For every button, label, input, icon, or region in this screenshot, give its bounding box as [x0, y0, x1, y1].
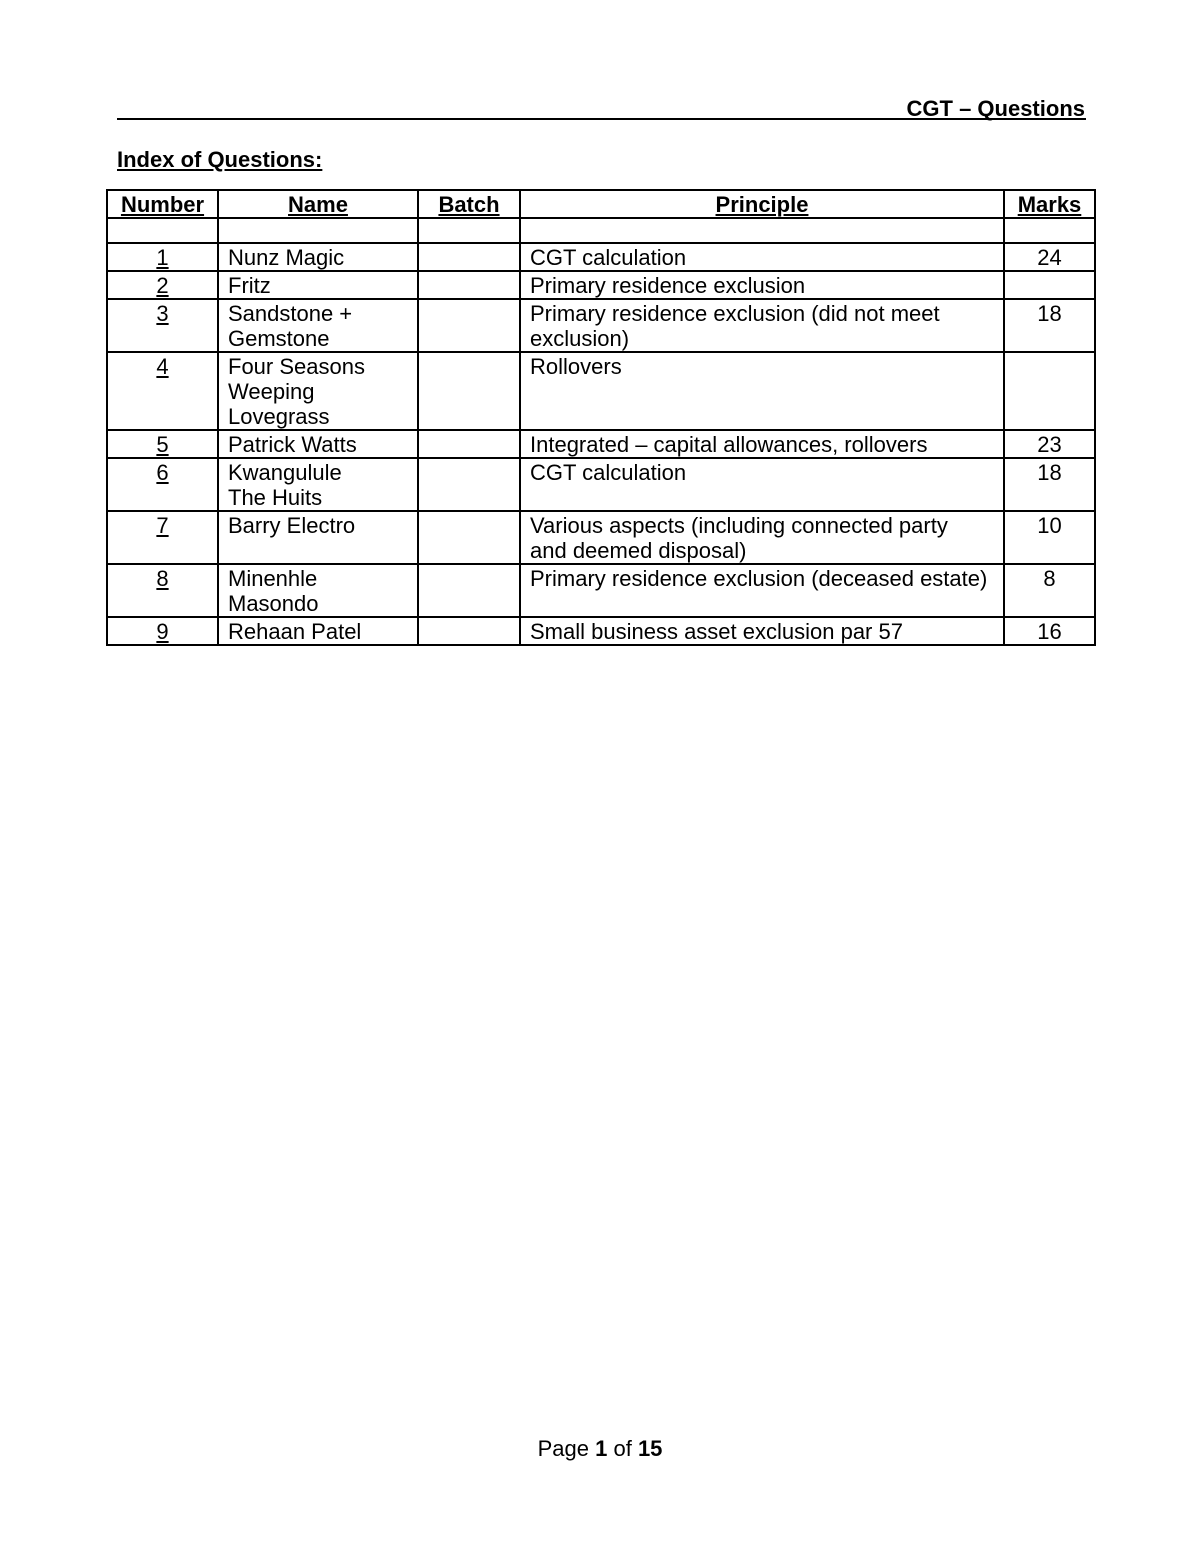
cell-number: 8 — [107, 564, 218, 617]
table-row — [107, 271, 1095, 299]
cell-line: Primary residence exclusion (deceased estate) — [530, 566, 988, 591]
table-row — [107, 617, 1095, 645]
cell-number: 3 — [107, 299, 218, 352]
index-heading: Index of Questions: — [117, 147, 323, 172]
cell-name — [218, 511, 418, 564]
cell-line: Lovegrass — [228, 404, 330, 429]
cell-line: Rehaan Patel — [228, 619, 362, 644]
cell-number: 2 — [107, 271, 218, 299]
cell-number: 6 — [107, 458, 218, 511]
cell-line: Minenhle — [228, 566, 318, 591]
cell-name — [218, 243, 418, 271]
cell-name — [218, 430, 418, 458]
cell-number: 1 — [107, 243, 218, 271]
cell-marks — [1004, 352, 1095, 430]
table-cell — [520, 218, 1004, 243]
cell-name — [218, 564, 418, 617]
cell-batch — [418, 271, 520, 299]
table-row — [107, 352, 1095, 430]
cell-line: Primary residence exclusion — [530, 273, 806, 298]
cell-principle — [520, 564, 1004, 617]
table-row — [107, 430, 1095, 458]
document-header-title: CGT – Questions — [906, 96, 1085, 121]
table-cell — [107, 218, 218, 243]
cell-batch — [418, 430, 520, 458]
cell-batch — [418, 243, 520, 271]
questions-index-table — [106, 189, 1096, 646]
cell-line: Patrick Watts — [228, 432, 357, 457]
cell-line: Primary residence exclusion (did not meet — [530, 301, 940, 326]
cell-number: 9 — [107, 617, 218, 645]
cell-marks: 24 — [1004, 243, 1095, 271]
cell-line: Nunz Magic — [228, 245, 345, 270]
cell-marks — [1004, 271, 1095, 299]
cell-line: Weeping — [228, 379, 315, 404]
cell-marks: 18 — [1004, 299, 1095, 352]
page-total: 15 — [637, 1436, 663, 1461]
cell-principle — [520, 430, 1004, 458]
cell-batch — [418, 458, 520, 511]
cell-batch — [418, 617, 520, 645]
cell-line: Fritz — [228, 273, 271, 298]
cell-batch — [418, 352, 520, 430]
cell-line: Kwangulule — [228, 460, 342, 485]
cell-line: Integrated – capital allowances, rollovers — [530, 432, 928, 457]
cell-line: Gemstone — [228, 326, 330, 351]
cell-principle — [520, 617, 1004, 645]
cell-line: CGT calculation — [530, 245, 687, 270]
cell-number: 5 — [107, 430, 218, 458]
cell-principle — [520, 511, 1004, 564]
table-cell — [218, 218, 418, 243]
cell-line: Rollovers — [530, 354, 622, 379]
page-footer — [0, 1436, 1200, 1462]
table-spacer-row — [107, 218, 1095, 243]
cell-marks: 23 — [1004, 430, 1095, 458]
cell-number: 4 — [107, 352, 218, 430]
table-row — [107, 564, 1095, 617]
cell-marks: 8 — [1004, 564, 1095, 617]
table-body — [107, 218, 1095, 645]
cell-marks: 16 — [1004, 617, 1095, 645]
cell-name — [218, 299, 418, 352]
of-label: of — [613, 1436, 632, 1461]
table-header-row — [107, 190, 1095, 218]
cell-batch — [418, 299, 520, 352]
table-cell — [418, 218, 520, 243]
cell-batch — [418, 511, 520, 564]
cell-line: Four Seasons — [228, 354, 365, 379]
page-current: 1 — [595, 1436, 608, 1461]
header-divider — [117, 118, 1086, 120]
table-cell — [1004, 218, 1095, 243]
cell-number: 7 — [107, 511, 218, 564]
cell-line: The Huits — [228, 485, 323, 510]
table-row — [107, 299, 1095, 352]
cell-line: CGT calculation — [530, 460, 687, 485]
cell-name — [218, 352, 418, 430]
table-row — [107, 243, 1095, 271]
column-header-marks: Marks — [1004, 190, 1095, 218]
cell-line: Various aspects (including connected party — [530, 513, 948, 538]
cell-marks: 10 — [1004, 511, 1095, 564]
cell-principle — [520, 352, 1004, 430]
cell-line: Masondo — [228, 591, 319, 616]
cell-principle — [520, 458, 1004, 511]
cell-line: and deemed disposal) — [530, 538, 747, 563]
table-row — [107, 458, 1095, 511]
cell-line: exclusion) — [530, 326, 630, 351]
page-label: Page — [537, 1436, 589, 1461]
cell-principle — [520, 271, 1004, 299]
column-header-principle: Principle — [520, 190, 1004, 218]
table-row — [107, 511, 1095, 564]
cell-marks: 18 — [1004, 458, 1095, 511]
cell-line: Barry Electro — [228, 513, 356, 538]
cell-principle — [520, 243, 1004, 271]
column-header-batch: Batch — [418, 190, 520, 218]
cell-name — [218, 271, 418, 299]
cell-line: Sandstone + — [228, 301, 353, 326]
cell-batch — [418, 564, 520, 617]
cell-principle — [520, 299, 1004, 352]
cell-name — [218, 458, 418, 511]
column-header-number: Number — [107, 190, 218, 218]
cell-name — [218, 617, 418, 645]
column-header-name: Name — [218, 190, 418, 218]
cell-line: Small business asset exclusion par 57 — [530, 619, 903, 644]
